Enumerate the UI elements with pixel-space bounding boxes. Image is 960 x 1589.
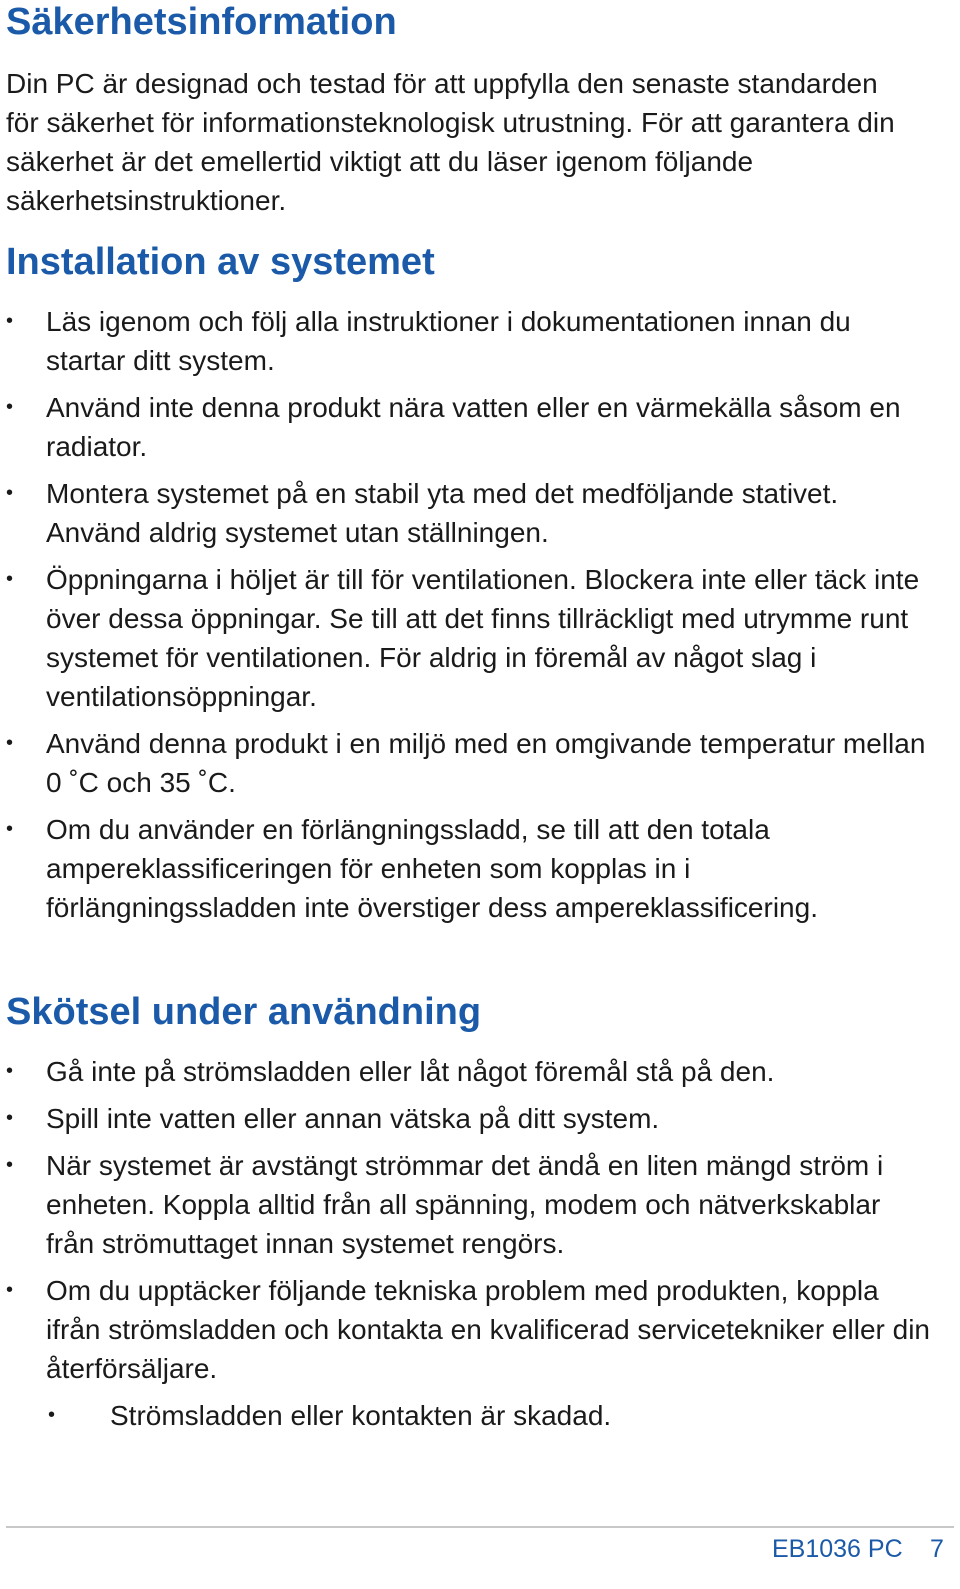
list-item bbox=[0, 724, 930, 802]
bullet-icon: • bbox=[6, 1107, 14, 1129]
bullet-icon: • bbox=[6, 310, 14, 332]
list-item-text: Montera systemet på en stabil yta med det medföljande stativet. Använd aldrig systemet utan ställningen. bbox=[46, 478, 839, 548]
intro-paragraph: Din PC är designad och testad för att uppfylla den senaste standarden för säkerhet för informationsteknologisk utrustning. För att garantera din säkerhet är det emellertid viktigt att du läser igenom följande säkerhetsinstruktioner. bbox=[6, 68, 895, 216]
list-item bbox=[0, 560, 930, 716]
list-item-text: När systemet är avstängt strömmar det ändå en liten mängd ström i enheten. Koppla alltid från all spänning, modem och nätverkskablar från strömuttaget innan systemet rengörs. bbox=[46, 1150, 884, 1259]
bullet-icon: • bbox=[6, 568, 14, 590]
list-item-text: Gå inte på strömsladden eller låt något föremål stå på den. bbox=[46, 1056, 775, 1087]
bullet-icon: • bbox=[6, 818, 14, 840]
list-item bbox=[0, 474, 930, 552]
list-item bbox=[0, 1146, 930, 1263]
sub-list-item-text: Strömsladden eller kontakten är skadad. bbox=[110, 1400, 612, 1431]
list-item-text: Öppningarna i höljet är till för ventilationen. Blockera inte eller täck inte över dessa öppningar. Se till att det finns tillräckligt med utrymme runt systemet för ventilationen. För aldrig in föremål av något slag i ventilationsöppningar. bbox=[46, 564, 920, 712]
bullet-icon: • bbox=[6, 1154, 14, 1176]
bullet-icon: • bbox=[6, 732, 14, 754]
list-item bbox=[0, 810, 930, 927]
list-item-text: Om du upptäcker följande tekniska problem med produkten, koppla ifrån strömsladden och kontakta en kvalificerad servicetekniker eller din återförsäljare. bbox=[46, 1275, 930, 1384]
section-title-safety-information: Säkerhetsinformation bbox=[6, 1, 397, 43]
list-item-text: Läs igenom och följ alla instruktioner i dokumentationen innan du startar ditt system. bbox=[46, 306, 851, 376]
bullet-icon: • bbox=[6, 1060, 14, 1082]
list-item-text: Använd inte denna produkt nära vatten eller en värmekälla såsom en radiator. bbox=[46, 392, 901, 462]
setup-bullet-list bbox=[0, 302, 930, 935]
list-item bbox=[0, 302, 930, 380]
bullet-icon: • bbox=[6, 482, 14, 504]
section-title-care-during-use: Skötsel under användning bbox=[6, 991, 482, 1033]
sub-list-item bbox=[0, 1396, 930, 1435]
care-bullet-list bbox=[0, 1052, 930, 1443]
list-item-text: Spill inte vatten eller annan vätska på ditt system. bbox=[46, 1103, 660, 1134]
footer-divider bbox=[6, 1526, 954, 1528]
bullet-icon: • bbox=[6, 396, 14, 418]
list-item bbox=[0, 388, 930, 466]
list-item bbox=[0, 1052, 930, 1091]
list-item bbox=[0, 1099, 930, 1138]
list-item bbox=[0, 1271, 930, 1388]
footer-page-number: 7 bbox=[930, 1535, 944, 1563]
section-title-system-setup: Installation av systemet bbox=[6, 241, 435, 283]
footer-model-name: EB1036 PC bbox=[772, 1535, 903, 1563]
list-item-text: Använd denna produkt i en miljö med en omgivande temperatur mellan 0 ˚C och 35 ˚C. bbox=[46, 728, 926, 798]
bullet-icon: • bbox=[6, 1279, 14, 1301]
bullet-icon: • bbox=[48, 1404, 56, 1426]
list-item-text: Om du använder en förlängningssladd, se till att den totala ampereklassificeringen för enheten som kopplas in i förlängningssladden inte överstiger dess ampereklassificering. bbox=[46, 814, 818, 923]
